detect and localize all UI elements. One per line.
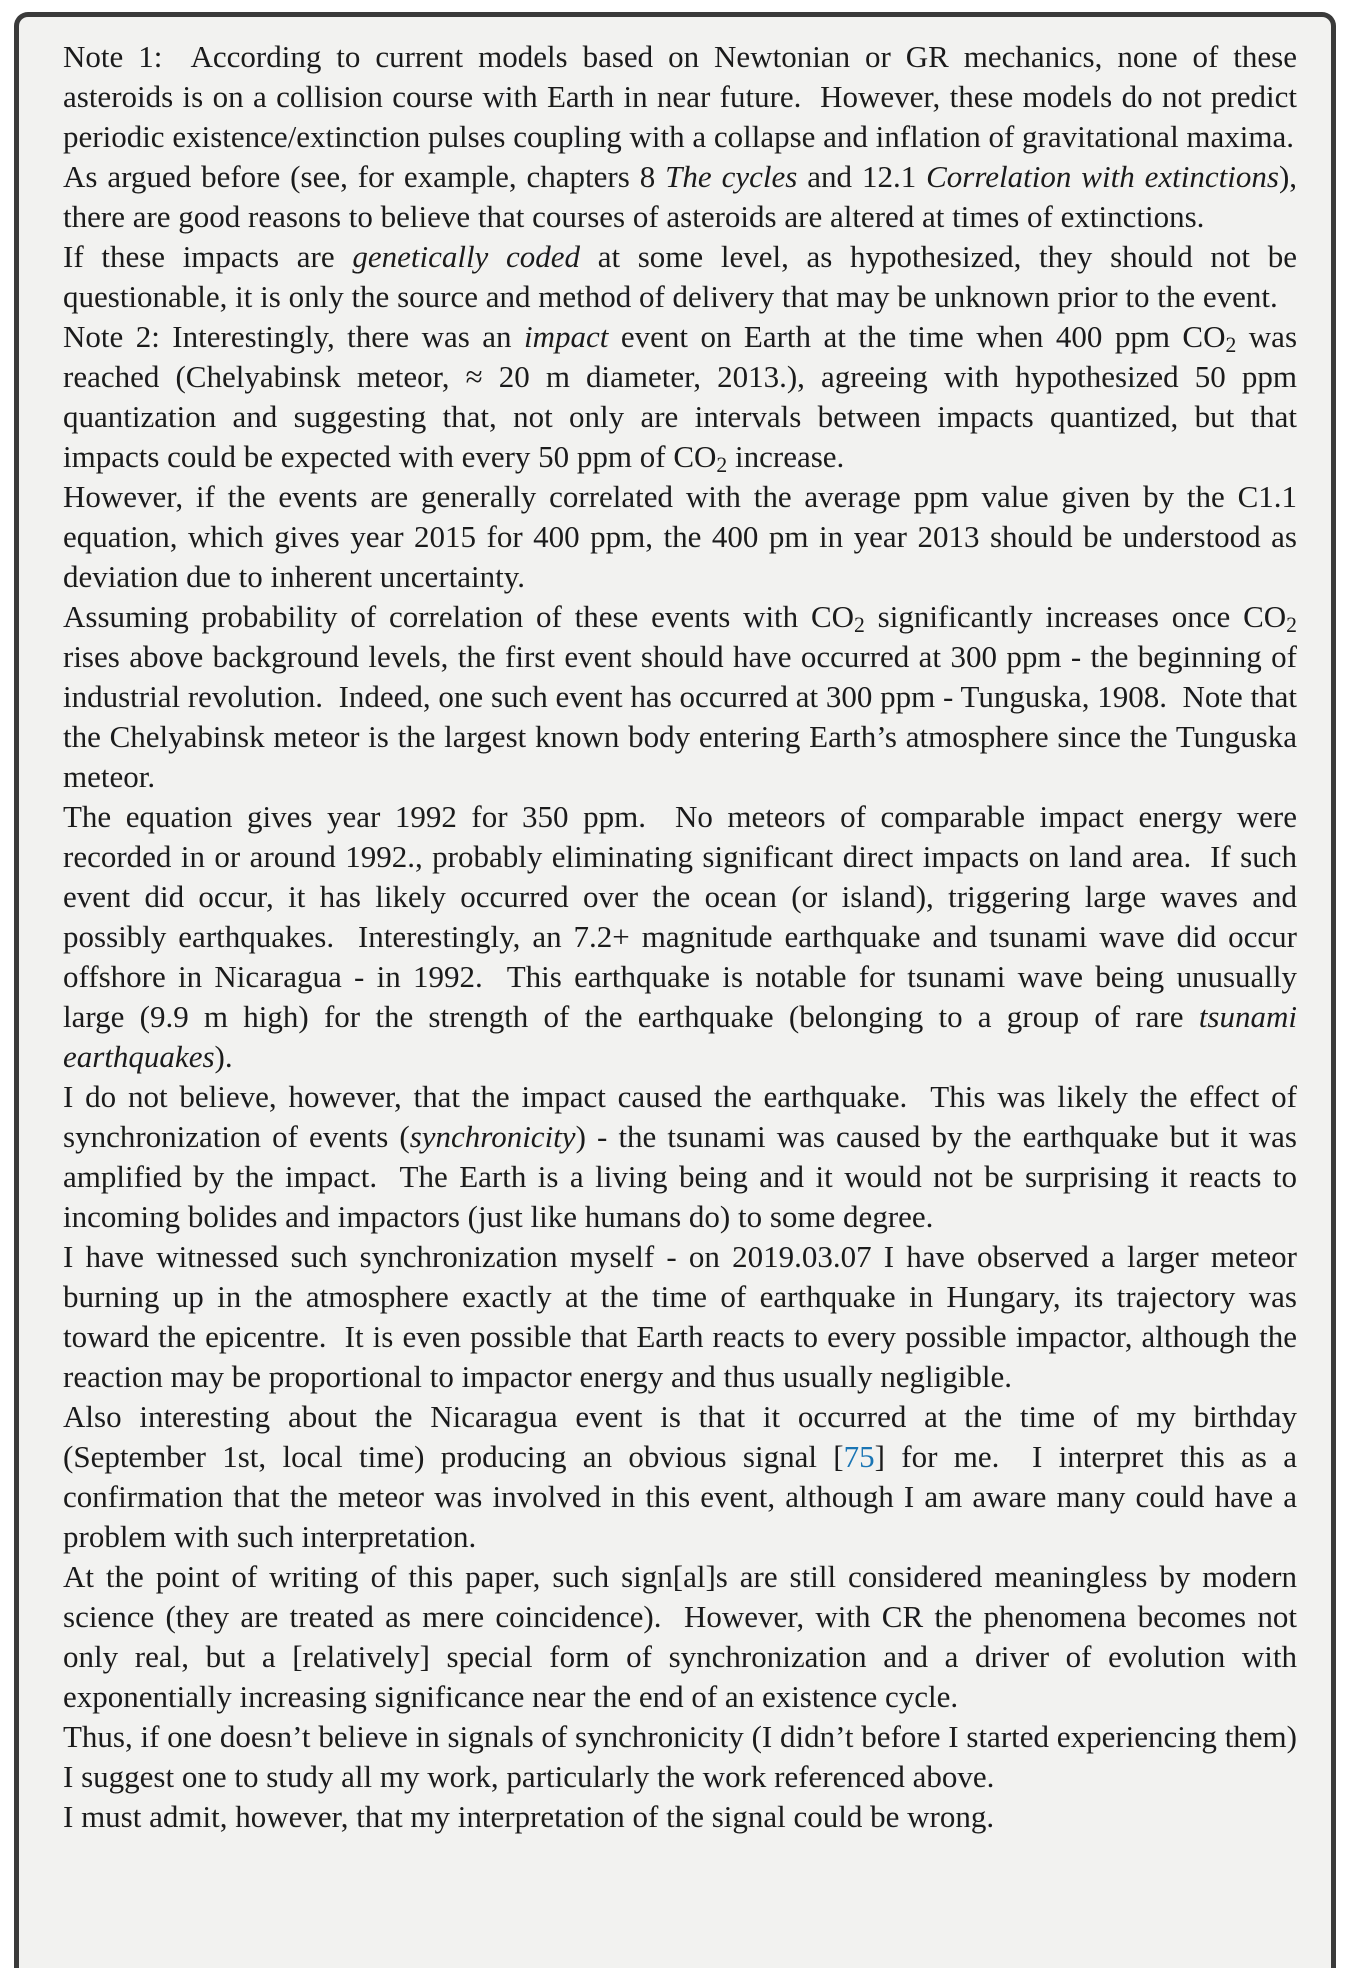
body-text: At the point of writing of this paper, such sign[al]s are still considered meaningless by modern science (they are treated as mere coincidence). However, with CR the phenomena becomes not only real, but a [relatively] special form of synchronization and a driver of evolution with exponentially increasing significance near the end of an existence cycle. — [63, 1559, 1305, 1714]
paragraph — [63, 1557, 1305, 1717]
body-text: As argued before (see, for example, chapters 8 — [63, 159, 666, 194]
body-text: Thus, if one doesn’t believe in signals of synchronicity (I didn’t before I started experiencing them) I suggest one to study all my work, particularly the work referenced above. — [63, 1719, 1305, 1794]
body-text: If these impacts are — [63, 239, 353, 274]
body-text: and 12.1 — [797, 159, 927, 194]
body-text: However, if the events are generally correlated with the average ppm value given by the C1.1 equation, which gives year 2015 for 400 ppm, the 400 pm in year 2013 should be understood as deviation due to inherent uncertainty. — [63, 479, 1305, 594]
italic-text: genetically coded — [352, 239, 581, 274]
note-text — [19, 17, 1331, 1837]
italic-text: tsunami earthquakes — [63, 999, 1305, 1074]
body-text: significantly increases once CO — [864, 599, 1287, 634]
body-text: ), there are good reasons to believe that courses of asteroids are altered at times of extinctions. — [63, 159, 1305, 234]
body-text: event on Earth at the time when 400 ppm CO — [608, 319, 1226, 354]
body-text: ) - the tsunami was caused by the earthquake but it was amplified by the impact. The Earth is a living being and it would not be surprising it reacts to incoming bolides and impactors (just like humans do) to some degree. — [63, 1119, 1305, 1234]
subscript-text: 2 — [716, 453, 728, 478]
paragraph — [63, 477, 1305, 597]
body-text: ). — [214, 1039, 233, 1074]
paragraph — [63, 597, 1305, 797]
subscript-text: 2 — [854, 613, 865, 638]
body-text: Note 1: According to current models based on Newtonian or GR mechanics, none of these asteroids is on a collision course with Earth in near future. However, these models do not predict periodic existence/extinction pulses coupling with a collapse and inflation of gravitational maxima. — [63, 39, 1305, 154]
body-text: Note 2: Interestingly, there was an — [63, 319, 525, 354]
body-text: Also interesting about the Nicaragua event is that it occurred at the time of my birthday (September 1st, local time) producing an obvious signal [ — [63, 1399, 1305, 1474]
body-text: ] for me. I interpret this as a confirmation that the meteor was involved in this event, although I am aware many could have a problem with such interpretation. — [63, 1439, 1305, 1554]
body-text: I must admit, however, that my interpretation of the signal could be wrong. — [63, 1799, 995, 1834]
note-box — [14, 12, 1336, 1968]
paragraph — [63, 1717, 1305, 1797]
body-text: I have witnessed such synchronization myself - on 2019.03.07 I have observed a larger meteor burning up in the atmosphere exactly at the time of earthquake in Hungary, its trajectory was toward the epicentre. It is even possible that Earth reacts to every possible impactor, although the reaction may be proportional to impactor energy and thus usually negligible. — [63, 1239, 1305, 1394]
body-text: was reached (Chelyabinsk meteor, ≈ 20 m diameter, 2013.), agreeing with hypothesized 50 ppm quantization and suggesting that, not only are intervals between impacts quantized, but that impacts could be expected with every 50 ppm of CO — [63, 319, 1305, 474]
body-text: increase. — [727, 439, 845, 474]
citation-link[interactable]: 75 — [843, 1439, 875, 1474]
subscript-text: 2 — [1225, 333, 1237, 358]
paragraph — [63, 1077, 1305, 1237]
paragraph — [63, 797, 1305, 1077]
paragraph — [63, 1237, 1305, 1397]
body-text: Assuming probability of correlation of these events with CO — [63, 599, 855, 634]
paragraph — [63, 1797, 1297, 1837]
paragraph — [63, 37, 1305, 157]
italic-text: The cycles — [665, 159, 798, 194]
body-text: at some level, as hypothesized, they should not be questionable, it is only the source and method of delivery that may be unknown prior to the event. — [63, 239, 1305, 314]
body-text: The equation gives year 1992 for 350 ppm. No meteors of comparable impact energy were recorded in or around 1992., probably eliminating significant direct impacts on land area. If such event did occur, it has likely occurred over the ocean (or island), triggering large waves and possibly earthquakes. Interestingly, an 7.2+ magnitude earthquake and tsunami wave did occur offshore in Nicaragua - in 1992. This earthquake is notable for tsunami wave being unusually large (9.9 m high) for the strength of the earthquake (belonging to a group of rare — [63, 799, 1305, 1034]
italic-text: impact — [524, 319, 609, 354]
body-text: rises above background levels, the first event should have occurred at 300 ppm - the beginning of industrial revolution. Indeed, one such event has occurred at 300 ppm - Tunguska, 1908. Note that the Chelyabinsk meteor is the largest known body entering Earth’s atmosphere since the Tunguska meteor. — [63, 599, 1305, 794]
body-text: I do not believe, however, that the impact caused the earthquake. This was likely the effect of synchronization of events ( — [63, 1079, 1305, 1154]
subscript-text: 2 — [1286, 613, 1297, 638]
paragraph — [63, 317, 1305, 478]
italic-text: Correlation with extinctions — [926, 159, 1279, 194]
paragraph — [63, 157, 1305, 237]
italic-text: synchronicity — [409, 1119, 576, 1154]
paragraph — [63, 237, 1305, 317]
paragraph — [63, 1397, 1305, 1557]
